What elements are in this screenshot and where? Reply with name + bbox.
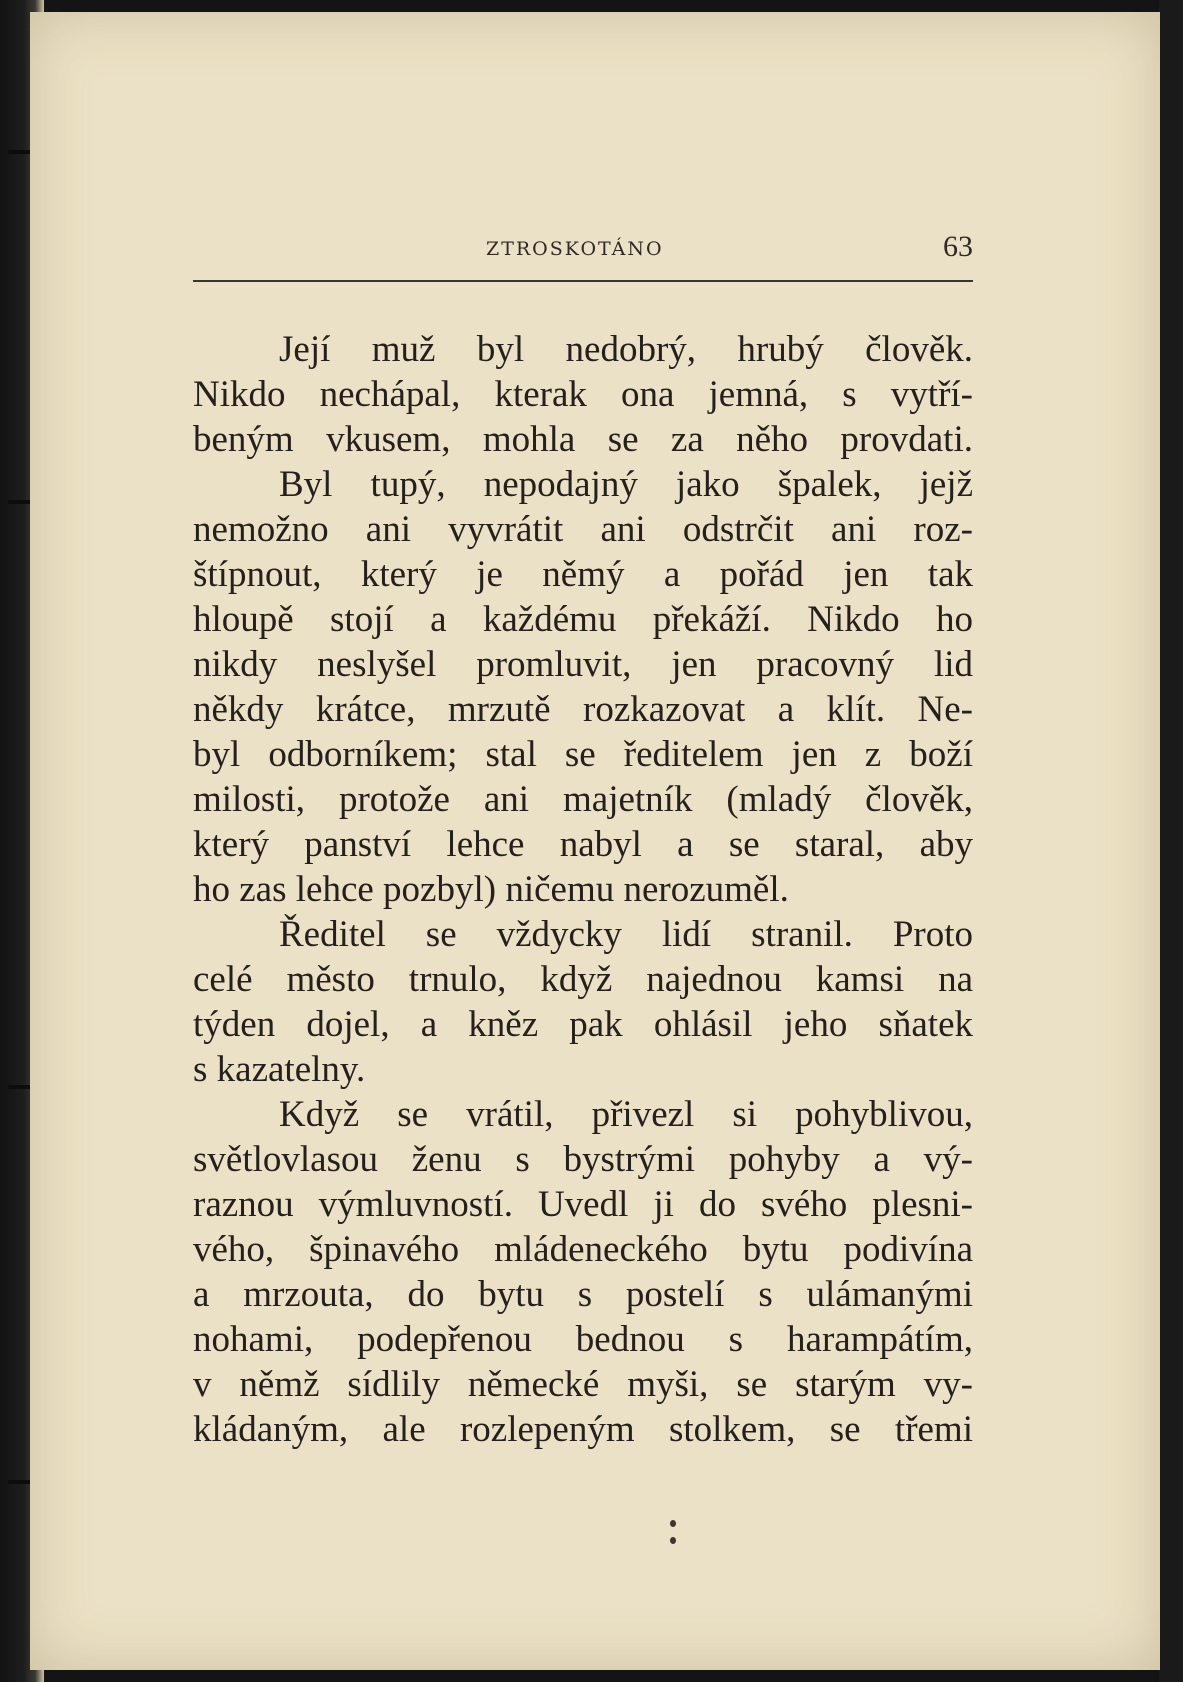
text-line: nohami, podepřenou bednou s harampátím,: [193, 1319, 973, 1360]
ornament-dot: [670, 1520, 676, 1527]
text-line: Ředitel se vždycky lidí stranil. Proto: [279, 914, 973, 955]
signature-mark: [670, 1520, 676, 1546]
text-line: týden dojel, a kněz pak ohlásil jeho sňatek: [193, 1004, 973, 1045]
text-line: světlovlasou ženu s bystrými pohyby a vý-: [193, 1139, 973, 1180]
page-number: 63: [943, 230, 973, 263]
text-line: vého, špinavého mládeneckého bytu podivína: [193, 1229, 973, 1270]
body-text: [193, 327, 973, 1452]
text-line: Její muž byl nedobrý, hrubý člověk.: [279, 329, 973, 370]
text-line: hloupě stojí a každému překáží. Nikdo ho: [193, 599, 973, 640]
text-line: nemožno ani vyvrátit ani odstrčit ani roz-: [193, 509, 973, 550]
text-line: štípnout, který je němý a pořád jen tak: [193, 554, 973, 595]
text-line: nikdy neslyšel promluvit, jen pracovný lid: [193, 644, 973, 685]
text-line: Nikdo nechápal, kterak ona jemná, s vytří-: [193, 374, 973, 415]
page-header: [193, 230, 973, 270]
text-line: raznou výmluvností. Uvedl ji do svého plesni-: [193, 1184, 973, 1225]
text-line: celé město trnulo, když najednou kamsi na: [193, 959, 973, 1000]
text-line: Byl tupý, nepodajný jako špalek, jejž: [279, 464, 973, 505]
scan-edge: [1159, 0, 1183, 1682]
text-line: s kazatelny.: [193, 1049, 366, 1090]
header-rule: [193, 280, 973, 282]
ornament-dot: [670, 1537, 676, 1544]
text-line: beným vkusem, mohla se za něho provdati.: [193, 419, 973, 460]
text-line: a mrzouta, do bytu s postelí s ulámanými: [193, 1274, 973, 1315]
text-line: kládaným, ale rozlepeným stolkem, se třemi: [193, 1409, 973, 1450]
text-line: ho zas lehce pozbyl) ničemu nerozuměl.: [193, 869, 789, 910]
text-line: Když se vrátil, přivezl si pohyblivou,: [279, 1094, 973, 1135]
text-line: který panství lehce nabyl a se staral, aby: [193, 824, 973, 865]
text-line: milosti, protože ani majetník (mladý člověk,: [193, 779, 973, 820]
running-title: ZTROSKOTÁNO: [486, 238, 664, 260]
text-line: v němž sídlily německé myši, se starým vy-: [193, 1364, 973, 1405]
text-line: byl odborníkem; stal se ředitelem jen z boží: [193, 734, 973, 775]
text-line: někdy krátce, mrzutě rozkazovat a klít. Ne-: [193, 689, 973, 730]
